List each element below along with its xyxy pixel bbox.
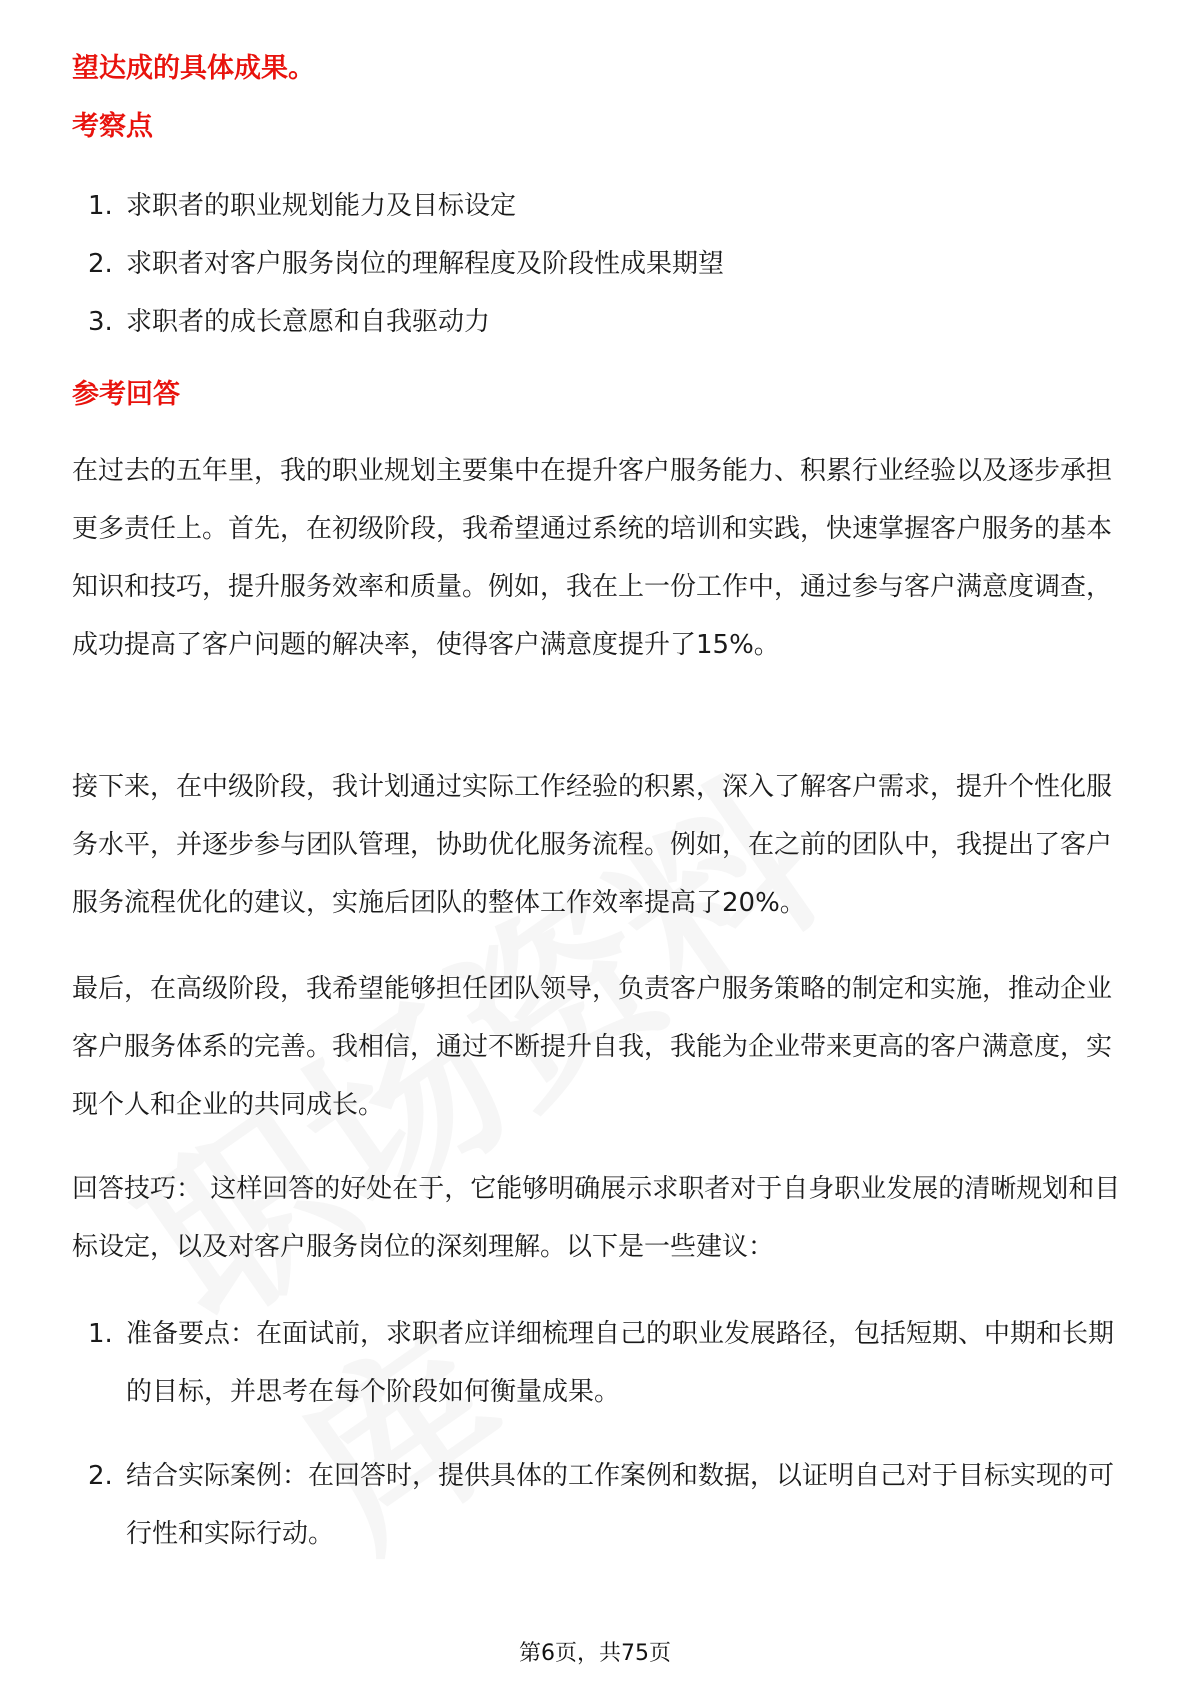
list-number: 3. — [88, 307, 113, 337]
list-number: 1. — [88, 191, 113, 221]
section-title-kaocha: 考察点 — [72, 111, 153, 142]
list-item-text: 求职者的成长意愿和自我驱动力 — [126, 307, 491, 337]
section-title-cankao: 参考回答 — [72, 379, 180, 410]
list-item-text: 求职者的职业规划能力及目标设定 — [126, 191, 517, 221]
list-item — [72, 1447, 1122, 1563]
list-number: 1. — [88, 1319, 113, 1349]
continued-heading: 望达成的具体成果。 — [72, 53, 315, 84]
answer-paragraph-3: 最后，在高级阶段，我希望能够担任团队领导，负责客户服务策略的制定和实施，推动企业客户服务体系的完善。我相信，通过不断提升自我，我能为企业带来更高的客户满意度，实现个人和企业的共同成长。 — [72, 974, 1113, 1120]
list-item-text: 结合实际案例：在回答时，提供具体的工作案例和数据，以证明自己对于目标实现的可行性和实际行动。 — [126, 1461, 1115, 1549]
list-item — [72, 293, 1122, 351]
list-number: 2. — [88, 1461, 113, 1491]
kaocha-list — [72, 177, 1122, 351]
answer-paragraph-1: 在过去的五年里，我的职业规划主要集中在提升客户服务能力、积累行业经验以及逐步承担更多责任上。首先，在初级阶段，我希望通过系统的培训和实践，快速掌握客户服务的基本知识和技巧，提升服务效率和质量。例如，我在上一份工作中，通过参与客户满意度调查，成功提高了客户问题的解决率，使得客户满意度提升了15%。 — [72, 456, 1113, 660]
list-item — [72, 177, 1122, 235]
answer-paragraph-2: 接下来，在中级阶段，我计划通过实际工作经验的积累，深入了解客户需求，提升个性化服务水平，并逐步参与团队管理，协助优化服务流程。例如，在之前的团队中，我提出了客户服务流程优化的建议，实施后团队的整体工作效率提高了20%。 — [72, 772, 1113, 918]
list-item-text: 求职者对客户服务岗位的理解程度及阶段性成果期望 — [126, 249, 725, 279]
list-item — [72, 235, 1122, 293]
list-item-text: 准备要点：在面试前，求职者应详细梳理自己的职业发展路径，包括短期、中期和长期的目标，并思考在每个阶段如何衡量成果。 — [126, 1319, 1115, 1407]
list-number: 2. — [88, 249, 113, 279]
list-item — [72, 1305, 1122, 1421]
page-footer: 第6页，共75页 — [519, 1641, 671, 1666]
answer-tips-intro: 回答技巧： 这样回答的好处在于，它能够明确展示求职者对于自身职业发展的清晰规划和目标设定，以及对客户服务岗位的深刻理解。以下是一些建议： — [72, 1174, 1121, 1262]
tips-list — [72, 1305, 1122, 1589]
